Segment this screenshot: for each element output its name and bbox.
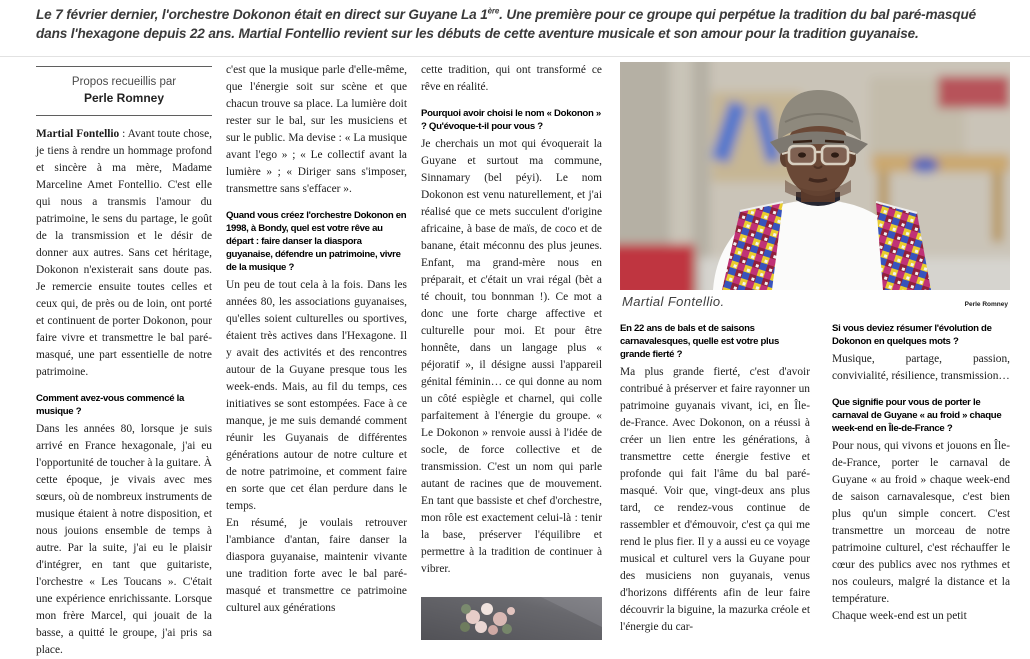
interview-question: Si vous deviez résumer l'évolution de Dokonon en quelques mots ? [832, 323, 992, 347]
photo-caption: Martial Fontellio. [622, 294, 725, 309]
column-4-text [620, 322, 810, 636]
byline-intro: Propos recueillis par [71, 76, 177, 88]
interview-question: En 22 ans de bals et de saisons carnavalesques, quelle est votre plus grande fierté ? [620, 323, 779, 360]
inline-photo [421, 589, 602, 640]
article-paragraph: c'est que la musique parle d'elle-même, que l'énergie soit sur scène et que chacun trouve sa place. La lumière doit rester sur le bal, sur les musiciens et sur le public. Ma devise : « La musique avant l'ego » ; « Le collectif avant la lumière » ; « Diriger sans s'imposer, transmettre sans s'effacer ». [226, 64, 407, 195]
photo-caption-row [622, 294, 1008, 309]
article-paragraph: Pour nous, qui vivons et jouons en Île-de-France, porter le carnaval de Guyane « au froid » chaque week-end de saison carnavalesque, c'est bien plus qu'un simple concert. C'est transmettre un morceau de notre patrimoine culturel, c'est réchauffer le cœur des publics avec nos rythmes et nos couleurs, malgré la distance et la température. [832, 440, 1010, 605]
interview-question: Que signifie pour vous de porter le carnaval de Guyane « au froid » chaque week-end en Île-de-France ? [832, 397, 1002, 434]
interview-question: Comment avez-vous commencé la musique ? [36, 393, 185, 417]
byline-author: Perle Romney [83, 91, 165, 105]
column-5-text [832, 322, 1010, 625]
article-paragraph: Dans les années 80, lorsque je suis arrivé en France hexagonale, j'ai eu l'opportunité de toucher à la guitare. À cette époque, je vivais avec mes sœurs, où de nombreux instruments de musique étaient à notre disposition, et nous jouions ensemble de temps à autre. Par la suite, j'ai eu le plaisir d'intégrer, en tant que guitariste, l'orchestre « Les Toucans ». C'était une expérience enrichissante. Lorsque mon frère Marcel, qui jouait de la basse, a quitté le groupe, j'ai pris sa place. [36, 423, 212, 656]
header-divider [0, 56, 1030, 57]
article-column-3 [421, 62, 602, 578]
column-1-text [36, 126, 212, 659]
article-paragraph: Je cherchais un mot qui évoquerait la Guyane et surtout ma commune, Sinnamary (bel péyi). Le nom Dokonon est venu naturellement, et j'ai réalisé que ce mets succulent d'origine africaine, à base de maïs, de coco et de banane, était méconnu des plus jeunes. Enfant, ma grand-mère nous en préparait, et c'était un vrai régal (bèt a té chouit, tou bonnman !). Ce mot a donc une forte charge affective et culturelle pour moi. Et pour être honnête, dans un langage plus « péjoratif », il désigne aussi l'appareil génital féminin… ce qui donne au nom un côté espiègle et charnel, qui colle parfaitement à l'énergie du groupe. « Le Dokonon » renvoie aussi à l'idée de socle, de force collective et de transmission. C'est un nom qui parle autant de racines que de mouvement. En tant que bassiste et chef d'orchestre, mon rôle est exactement celui-là : tenir la base, préserver l'équilibre et permettre à la tradition de continuer à vibrer. [421, 138, 602, 575]
lead-superscript: ère [487, 6, 500, 16]
column-3-text [421, 62, 602, 578]
lead-text-pre: Le 7 février dernier, l'orchestre Dokonon était en direct sur Guyane La 1 [36, 7, 488, 22]
article-column-4 [620, 322, 810, 636]
article-paragraph: Chaque week-end est un petit [832, 610, 967, 622]
speaker-name: Martial Fontellio [36, 128, 120, 140]
article-paragraph: En résumé, je voulais retrouver l'ambiance d'antan, faire danser la diaspora guyanaise, maintenir vivante une tradition forte avec le bal paré-masqué et transmettre ce patrimoine culturel aux générations [226, 517, 407, 614]
portrait-photo [620, 62, 1010, 290]
interview-question: Pourquoi avoir choisi le nom « Dokonon » ? Qu'évoque-t-il pour vous ? [421, 108, 601, 132]
article-paragraph: Martial Fontellio : Avant toute chose, je tiens à rendre un hommage profond et sincère à ma mère, Madame Marceline Amet Fontellio. C'est elle qui nous a transmis l'amour du patrimoine, le sens du partage, le goût de la transmission et le désir de donner aux autres. Sans cet héritage, Dokonon n'existerait sans doute pas. Je remercie ensuite toutes celles et ceux qui, de près ou de loin, ont porté et continuent de porter Dokonon, pour faire vivre et transmettre le bal paré-masqué, une part essentielle de notre patrimoine. [36, 128, 212, 378]
byline-box [36, 66, 212, 116]
article-column-2 [226, 62, 407, 617]
flowers-photo-illustration [421, 597, 602, 640]
column-2-text [226, 62, 407, 617]
photo-credit: Perle Romney [964, 301, 1008, 308]
article-paragraph: Ma plus grande fierté, c'est d'avoir contribué à préserver et faire rayonner un patrimoine guyanais vivant, ici, en Île-de-France. Avec Dokonon, on a réussi à créer un lien entre les générations, à transmettre cette énergie festive et profonde qui fait l'âme du bal paré-masqué. Voir que, vingt-deux ans plus tard, ce rendez-vous continue de rassembler et d'émouvoir, c'est ça qui me rend le plus fier. Il y a aussi eu ce voyage musical et culturel vers la Guyane pour des musiciens non guyanais, venus d'horizons différents afin de leur faire découvrir la biguine, la mazurka créole et l'énergie du car- [620, 366, 810, 633]
article-paragraph: cette tradition, qui ont transformé ce rêve en réalité. [421, 64, 602, 93]
lead-text-post: . Une première pour ce groupe qui perpétue la tradition du bal paré-masqué dans l'hexagone depuis 22 ans. Martial Fontellio revient sur les débuts de cette aventure musicale et son amour pour la tradition guyanaise. [36, 7, 977, 41]
portrait-photo-illustration [620, 62, 1010, 290]
article-column-5 [832, 322, 1010, 625]
interview-question: Quand vous créez l'orchestre Dokonon en 1998, à Bondy, quel est votre rêve au départ : faire danser la diaspora guyanaise, défendre un patrimoine, vivre de la musique ? [226, 210, 407, 273]
lead-paragraph [36, 5, 1004, 43]
article-paragraph: Un peu de tout cela à la fois. Dans les années 80, les associations guyanaises, qu'elles soient culturelles ou sportives, étaient très actives dans l'Hexagone. Il y avait des activités et des rencontres autour de la Guyane presque tous les week-ends. Mais, au fil du temps, ces initiatives se sont estompées. Face à ce manque, je me suis demandé comment réunir les Guyanais de différentes générations autour de notre culture et de notre patrimoine, et comment faire en sorte que cet élan perdure dans le temps. [226, 279, 407, 512]
article-paragraph: Musique, partage, passion, convivialité, résilience, transmission… [832, 353, 1010, 382]
article-column-1 [36, 62, 212, 659]
